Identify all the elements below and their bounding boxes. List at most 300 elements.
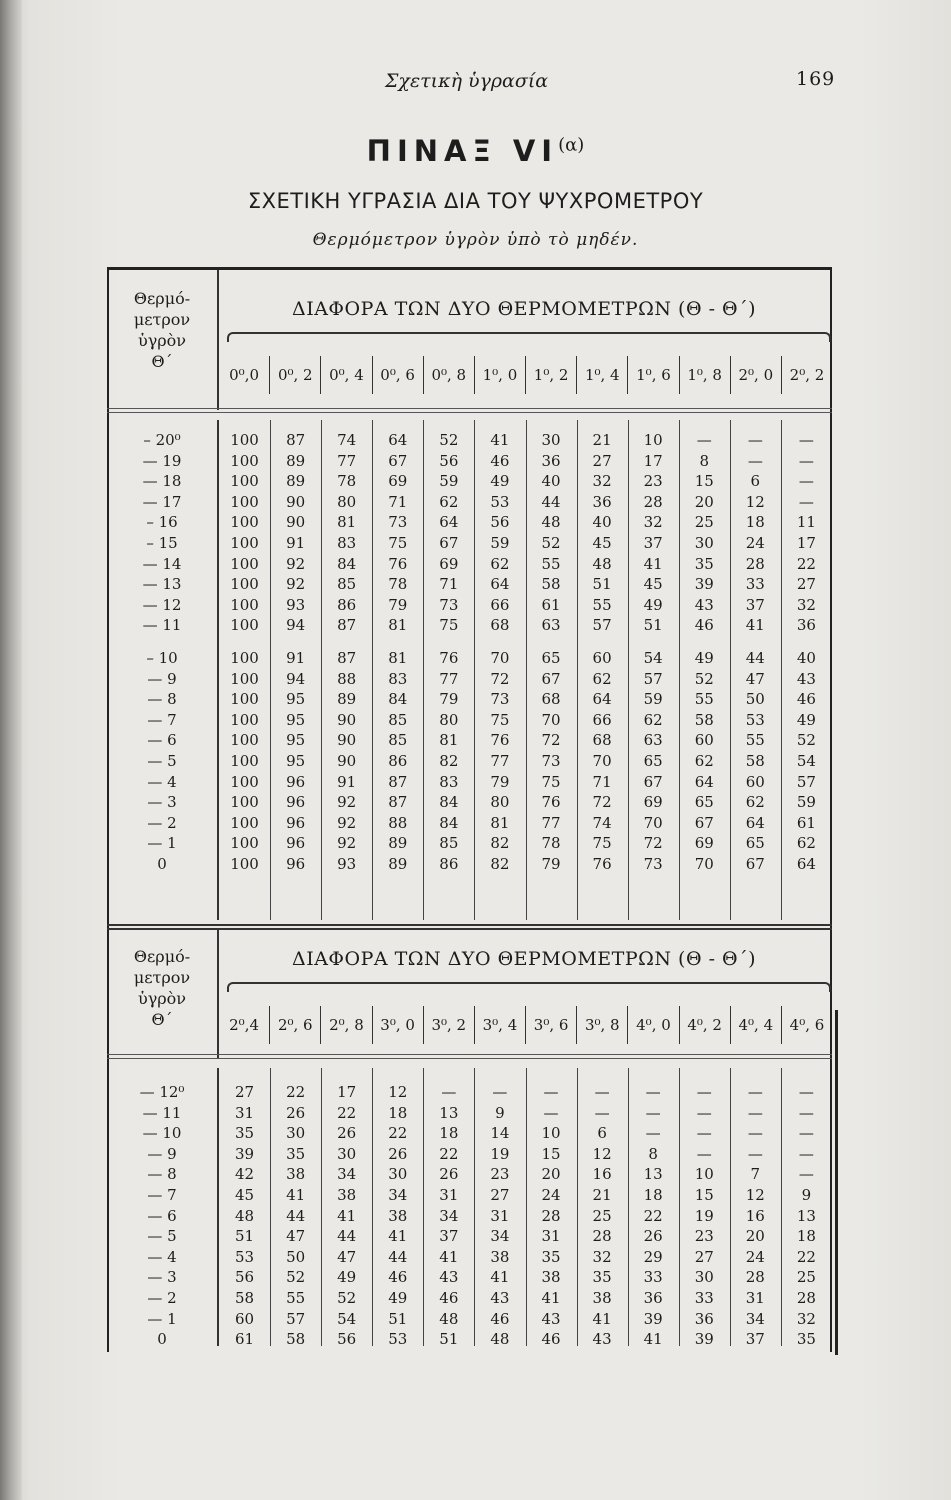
humidity-cell: 46 [439, 1288, 459, 1307]
humidity-cell: 53 [490, 492, 510, 511]
column-header: 2⁰, 2 [781, 356, 832, 394]
humidity-cell: 55 [286, 1288, 306, 1307]
row-temperature: — 5 [147, 1227, 177, 1246]
humidity-cell: 100 [230, 710, 259, 729]
humidity-cell: 52 [337, 1288, 357, 1307]
row-temperature: — 18 [142, 472, 182, 491]
column-header: 2⁰, 0 [730, 356, 781, 394]
table-row [107, 615, 832, 636]
humidity-cell: 84 [337, 554, 357, 573]
humidity-cell: 56 [337, 1330, 357, 1349]
humidity-cell: 51 [234, 1227, 255, 1246]
humidity-cell: 100 [230, 648, 259, 667]
humidity-cell: 65 [745, 834, 765, 853]
humidity-cell: 36 [796, 616, 816, 635]
row-values [217, 533, 832, 554]
column-header: 2⁰, 6 [269, 1006, 320, 1044]
humidity-cell: 17 [643, 451, 663, 470]
humidity-cell: 46 [541, 1330, 561, 1349]
humidity-cell: 60 [745, 772, 765, 791]
row-values [217, 1164, 832, 1185]
humidity-cell: 41 [592, 1309, 612, 1328]
row-values [217, 813, 832, 834]
humidity-cell: — [594, 1103, 610, 1122]
humidity-cell: 51 [643, 616, 663, 635]
humidity-cell: 41 [337, 1206, 357, 1225]
humidity-cell: 72 [643, 834, 663, 853]
humidity-cell: 52 [439, 431, 459, 449]
humidity-cell: 22 [337, 1103, 357, 1122]
humidity-cell: 22 [388, 1124, 408, 1143]
humidity-cell: 64 [796, 854, 816, 873]
humidity-cell: 45 [592, 533, 612, 552]
humidity-cell: — [696, 1083, 712, 1101]
humidity-cell: 96 [286, 772, 306, 791]
column-rule [372, 420, 373, 920]
humidity-cell: 100 [230, 813, 259, 832]
humidity-cell: 26 [439, 1165, 459, 1184]
table-row [107, 1144, 832, 1165]
humidity-cell: 58 [541, 575, 561, 594]
humidity-cell: 57 [592, 616, 612, 635]
humidity-cell: 70 [490, 648, 510, 667]
humidity-cell: 28 [745, 554, 765, 573]
humidity-cell: 21 [592, 1185, 612, 1204]
humidity-cell: 100 [230, 669, 259, 688]
row-temperature: — 4 [147, 1247, 177, 1266]
row-temperature: — 19 [142, 451, 182, 470]
column-header: 0⁰, 4 [320, 356, 371, 394]
column-rule [372, 1068, 373, 1346]
humidity-cell: 41 [643, 1330, 663, 1349]
humidity-cell: 30 [388, 1165, 408, 1184]
humidity-cell: 17 [796, 533, 816, 552]
wet-thermometer-label [107, 288, 217, 372]
humidity-cell: — [798, 492, 814, 511]
humidity-cell: 68 [592, 731, 612, 750]
humidity-cell: 49 [388, 1288, 408, 1307]
humidity-cell: — [798, 1103, 814, 1122]
humidity-cell: 79 [388, 595, 408, 614]
humidity-cell: 60 [234, 1309, 255, 1328]
humidity-cell: 82 [439, 751, 459, 770]
humidity-cell: — [696, 1124, 712, 1143]
humidity-cell: — [798, 431, 814, 449]
humidity-cell: 36 [541, 451, 561, 470]
humidity-cell: — [747, 1083, 763, 1101]
humidity-cell: 91 [337, 772, 357, 791]
humidity-cell: 22 [439, 1144, 459, 1163]
humidity-cell: 65 [541, 648, 561, 667]
row-values [217, 833, 832, 854]
difference-header: ΔΙΑΦΟΡΑ ΤΩΝ ΔΥΟ ΘΕΡΜΟΜΕΤΡΩΝ (Θ - Θ΄) [291, 948, 757, 970]
humidity-cell: 87 [388, 793, 408, 812]
humidity-cell: 10 [694, 1165, 714, 1184]
humidity-cell: 59 [796, 793, 816, 812]
humidity-cell: 75 [541, 772, 561, 791]
row-temperature: — 6 [147, 1206, 177, 1225]
table-row [107, 854, 832, 875]
humidity-cell: 6 [750, 472, 761, 491]
label-line: ὑγρὸν [137, 989, 187, 1008]
table-row [107, 813, 832, 834]
humidity-cell: — [645, 1083, 661, 1101]
humidity-cell: 81 [388, 616, 408, 635]
humidity-cell: 46 [694, 616, 714, 635]
row-values [217, 1247, 832, 1268]
humidity-cell: 18 [643, 1185, 663, 1204]
row-values [217, 1103, 832, 1124]
humidity-cell: 18 [439, 1124, 459, 1143]
humidity-cell: 19 [490, 1144, 510, 1163]
humidity-cell: 52 [694, 669, 714, 688]
row-temperature: — 2 [147, 1288, 177, 1307]
humidity-cell: 51 [439, 1330, 459, 1349]
humidity-cell: 39 [643, 1309, 663, 1328]
humidity-cell: 26 [388, 1144, 408, 1163]
humidity-cell: 50 [745, 690, 765, 709]
row-values [217, 710, 832, 731]
humidity-cell: 50 [286, 1247, 306, 1266]
humidity-cell: 27 [694, 1247, 714, 1266]
humidity-cell: 38 [286, 1165, 306, 1184]
column-header: 1⁰, 2 [525, 356, 576, 394]
humidity-cell: 88 [388, 813, 408, 832]
humidity-cell: 38 [490, 1247, 510, 1266]
humidity-cell: 79 [439, 690, 459, 709]
row-values [217, 1288, 832, 1309]
humidity-cell: — [645, 1124, 661, 1143]
humidity-cell: 86 [388, 751, 408, 770]
humidity-cell: 100 [230, 616, 259, 635]
humidity-cell: 67 [439, 533, 459, 552]
column-rule [730, 420, 731, 920]
column-rule [730, 1068, 731, 1346]
column-rule [577, 420, 578, 920]
humidity-cell: 31 [234, 1103, 255, 1122]
page-number: 169 [796, 68, 836, 90]
humidity-cell: 16 [592, 1165, 612, 1184]
humidity-cell: 84 [388, 690, 408, 709]
humidity-cell: 100 [230, 451, 259, 470]
humidity-cell: 27 [592, 451, 612, 470]
row-values [217, 792, 832, 813]
humidity-cell: — [543, 1103, 559, 1122]
humidity-cell: 76 [388, 554, 408, 573]
table-row [107, 554, 832, 575]
humidity-table-2 [107, 928, 832, 1353]
humidity-cell: 54 [796, 751, 816, 770]
humidity-cell: 31 [439, 1185, 459, 1204]
humidity-cell: 87 [337, 648, 357, 667]
column-header: 2⁰, 8 [320, 1006, 371, 1044]
humidity-cell: — [798, 1083, 814, 1101]
humidity-cell: 89 [286, 472, 306, 491]
humidity-cell: 12 [388, 1083, 408, 1101]
column-rule [474, 420, 475, 920]
column-header: 3⁰, 8 [576, 1006, 627, 1044]
humidity-cell: 100 [230, 533, 259, 552]
humidity-cell: 43 [694, 595, 714, 614]
row-temperature: — 3 [147, 1268, 177, 1287]
humidity-cell: 22 [796, 1247, 816, 1266]
humidity-cell: 42 [234, 1165, 255, 1184]
humidity-cell: 7 [750, 1165, 761, 1184]
column-rule [423, 420, 424, 920]
humidity-cell: 79 [490, 772, 510, 791]
humidity-cell: 37 [643, 533, 663, 552]
row-values [217, 1267, 832, 1288]
column-header: 0⁰,0 [229, 366, 260, 384]
row-temperature: — 4 [147, 772, 177, 791]
humidity-cell: 92 [337, 793, 357, 812]
row-temperature: – 15 [146, 533, 178, 552]
humidity-cell: 67 [643, 772, 663, 791]
humidity-cell: 35 [286, 1144, 306, 1163]
humidity-cell: 46 [490, 1309, 510, 1328]
table-row [107, 730, 832, 751]
table-2-right-border [835, 1010, 838, 1355]
humidity-cell: 59 [490, 533, 510, 552]
column-header: 2⁰,4 [229, 1016, 260, 1034]
table-row [107, 512, 832, 533]
humidity-cell: 62 [745, 793, 765, 812]
table-row [107, 1206, 832, 1227]
column-header: 3⁰, 4 [474, 1006, 525, 1044]
humidity-cell: 96 [286, 813, 306, 832]
humidity-cell: 66 [490, 595, 510, 614]
humidity-cell: 31 [541, 1227, 561, 1246]
row-values [217, 615, 832, 636]
humidity-cell: 41 [286, 1185, 306, 1204]
humidity-cell: 58 [286, 1330, 306, 1349]
column-header: 4⁰, 2 [679, 1006, 730, 1044]
humidity-cell: 41 [490, 1268, 510, 1287]
humidity-cell: 55 [745, 731, 765, 750]
humidity-cell: 30 [337, 1144, 357, 1163]
label-divider [217, 1068, 219, 1346]
table-row [107, 772, 832, 793]
column-rule [321, 1068, 322, 1346]
humidity-cell: 74 [592, 813, 612, 832]
table-title-text: ΠΙΝΑΞ VI [366, 134, 559, 168]
row-temperature: — 7 [147, 710, 177, 729]
humidity-cell: — [747, 1144, 763, 1163]
column-header: 0⁰, 2 [269, 356, 320, 394]
row-temperature: — 9 [147, 1144, 177, 1163]
row-values [217, 1309, 832, 1330]
humidity-cell: 56 [439, 451, 459, 470]
humidity-cell: 88 [337, 669, 357, 688]
humidity-cell: 90 [337, 731, 357, 750]
humidity-cell: 90 [286, 492, 306, 511]
column-header: 3⁰, 2 [423, 1006, 474, 1044]
humidity-cell: 93 [286, 595, 306, 614]
difference-header: ΔΙΑΦΟΡΑ ΤΩΝ ΔΥΟ ΘΕΡΜΟΜΕΤΡΩΝ (Θ - Θ΄) [291, 298, 757, 320]
label-line: μετρον [133, 310, 191, 329]
humidity-cell: 59 [643, 690, 663, 709]
humidity-cell: — [798, 1144, 814, 1163]
humidity-cell: 10 [541, 1124, 561, 1143]
humidity-cell: 43 [439, 1268, 459, 1287]
humidity-cell: 64 [592, 690, 612, 709]
column-rule [781, 1068, 782, 1346]
humidity-cell: 58 [694, 710, 714, 729]
humidity-cell: 53 [388, 1330, 408, 1349]
table-subsubtitle: Θερμόμετρον ὑγρὸν ὑπὸ τὸ μηδέν. [312, 230, 639, 250]
column-rule [781, 420, 782, 920]
row-values [217, 512, 832, 533]
humidity-cell: 27 [490, 1185, 510, 1204]
humidity-cell: 79 [541, 854, 561, 873]
table-row [107, 792, 832, 813]
humidity-cell: 67 [694, 813, 714, 832]
humidity-cell: 15 [694, 1185, 714, 1204]
humidity-cell: 60 [592, 648, 612, 667]
row-temperature: — 12 [142, 595, 182, 614]
humidity-cell: 10 [643, 431, 663, 449]
humidity-cell: 75 [439, 616, 459, 635]
humidity-cell: 26 [643, 1227, 663, 1246]
humidity-cell: 84 [439, 813, 459, 832]
row-temperature: — 7 [147, 1185, 177, 1204]
humidity-cell: 72 [592, 793, 612, 812]
humidity-cell: 100 [230, 472, 259, 491]
humidity-cell: 13 [439, 1103, 459, 1122]
row-temperature: — 3 [147, 793, 177, 812]
humidity-cell: 28 [541, 1206, 561, 1225]
humidity-cell: 40 [541, 472, 561, 491]
header-rule [107, 1054, 832, 1055]
row-values [217, 1082, 832, 1103]
table-row [107, 1103, 832, 1124]
row-temperature: — 2 [147, 813, 177, 832]
humidity-cell: 73 [490, 690, 510, 709]
humidity-cell: 49 [694, 648, 714, 667]
humidity-cell: 100 [230, 731, 259, 750]
humidity-cell: 51 [592, 575, 612, 594]
humidity-cell: 66 [592, 710, 612, 729]
humidity-cell: 61 [541, 595, 561, 614]
humidity-cell: 15 [541, 1144, 561, 1163]
humidity-cell: 31 [490, 1206, 510, 1225]
humidity-cell: 58 [234, 1288, 255, 1307]
row-temperature: – 10 [146, 648, 178, 667]
humidity-cell: 100 [230, 431, 259, 449]
row-temperature: 0 [157, 1330, 167, 1349]
humidity-cell: 41 [388, 1227, 408, 1246]
humidity-cell: 70 [592, 751, 612, 770]
row-values [217, 689, 832, 710]
table-row [107, 1164, 832, 1185]
humidity-cell: 82 [490, 834, 510, 853]
humidity-cell: 61 [234, 1330, 255, 1349]
humidity-cell: 76 [439, 648, 459, 667]
humidity-cell: 21 [592, 431, 612, 449]
table-row [107, 1185, 832, 1206]
humidity-cell: 38 [541, 1268, 561, 1287]
humidity-cell: 48 [490, 1330, 510, 1349]
humidity-cell: 78 [388, 575, 408, 594]
humidity-cell: 44 [337, 1227, 357, 1246]
table-row [107, 1247, 832, 1268]
humidity-cell: 72 [541, 731, 561, 750]
humidity-cell: 15 [694, 472, 714, 491]
humidity-cell: 93 [337, 854, 357, 873]
header-rule [107, 408, 832, 409]
column-header: 3⁰, 6 [525, 1006, 576, 1044]
humidity-cell: 47 [286, 1227, 306, 1246]
table-row [107, 492, 832, 513]
humidity-cell: 18 [745, 513, 765, 532]
humidity-cell: 31 [745, 1288, 765, 1307]
table-row [107, 1329, 832, 1350]
humidity-cell: — [645, 1103, 661, 1122]
humidity-cell: 43 [490, 1288, 510, 1307]
humidity-cell: 52 [286, 1268, 306, 1287]
humidity-cell: 47 [745, 669, 765, 688]
humidity-cell: 23 [643, 472, 663, 491]
humidity-cell: 38 [388, 1206, 408, 1225]
humidity-cell: 100 [230, 854, 259, 873]
humidity-cell: 100 [230, 513, 259, 532]
humidity-cell: — [696, 1144, 712, 1163]
row-values [217, 1206, 832, 1227]
humidity-cell: 12 [745, 1185, 765, 1204]
humidity-cell: 32 [592, 1247, 612, 1266]
label-divider [217, 420, 219, 920]
humidity-cell: 52 [796, 731, 816, 750]
table-row [107, 1309, 832, 1330]
humidity-cell: 90 [337, 710, 357, 729]
humidity-cell: 65 [694, 793, 714, 812]
humidity-cell: — [747, 1103, 763, 1122]
humidity-cell: 35 [592, 1268, 612, 1287]
humidity-cell: 44 [541, 492, 561, 511]
humidity-cell: 70 [541, 710, 561, 729]
table-row [107, 648, 832, 669]
humidity-cell: 25 [796, 1268, 816, 1287]
humidity-cell: 77 [490, 751, 510, 770]
humidity-cell: 83 [388, 669, 408, 688]
humidity-cell: 62 [439, 492, 459, 511]
humidity-cell: 35 [796, 1330, 816, 1349]
humidity-cell: 20 [694, 492, 714, 511]
label-line: μετρον [133, 968, 191, 987]
humidity-cell: 57 [796, 772, 816, 791]
humidity-cell: 19 [694, 1206, 714, 1225]
humidity-cell: 28 [643, 492, 663, 511]
humidity-cell: 100 [230, 595, 259, 614]
humidity-cell: 45 [643, 575, 663, 594]
humidity-cell: 49 [490, 472, 510, 491]
humidity-cell: 52 [541, 533, 561, 552]
humidity-cell: 87 [286, 431, 306, 449]
column-rule [628, 420, 629, 920]
humidity-cell: 78 [337, 472, 357, 491]
header-rule [107, 1058, 832, 1059]
humidity-cell: — [747, 431, 763, 449]
humidity-cell: 89 [337, 690, 357, 709]
humidity-cell: 30 [694, 533, 714, 552]
humidity-cell: 96 [286, 834, 306, 853]
row-values [217, 492, 832, 513]
table-1-bottom-rule [107, 924, 832, 926]
humidity-cell: 64 [439, 513, 459, 532]
column-header: 0⁰, 8 [423, 356, 474, 394]
humidity-cell: — [594, 1083, 610, 1101]
column-headers [219, 1006, 832, 1044]
